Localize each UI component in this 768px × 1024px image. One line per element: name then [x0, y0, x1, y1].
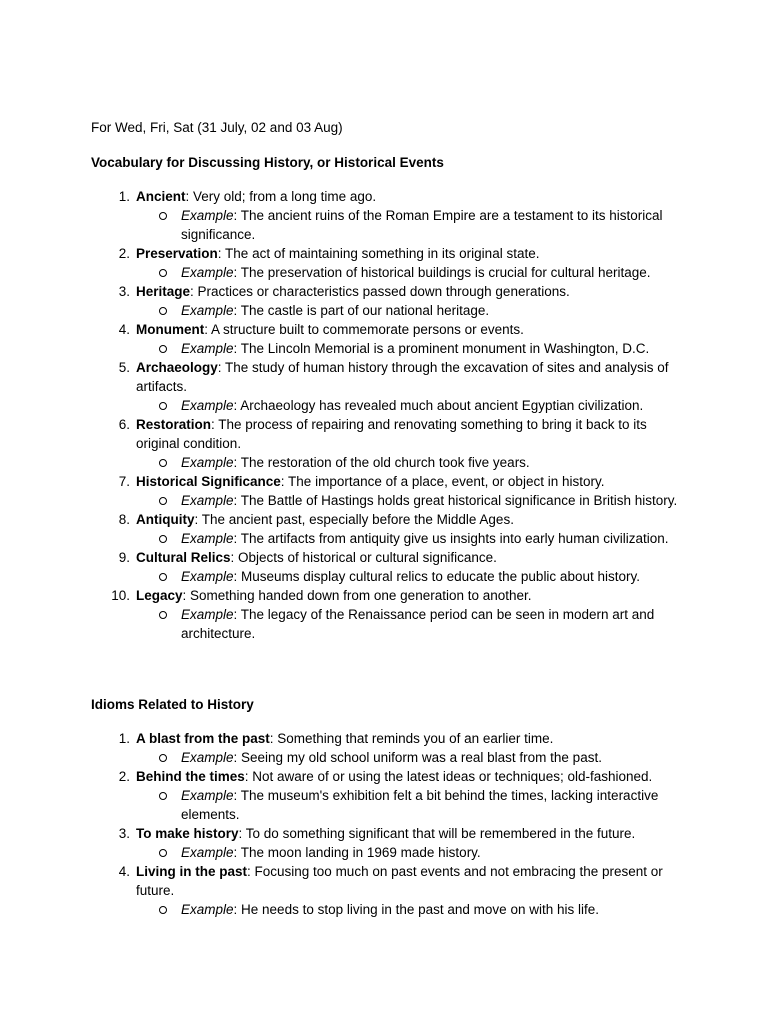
- hollow-bullet-icon: [159, 535, 167, 543]
- idiom-term: Living in the past: [136, 864, 248, 879]
- vocab-term-line: [0, 187, 768, 206]
- vocab-definition: : The ancient past, especially before the Middle Ages.: [194, 512, 514, 527]
- vocab-item: [0, 282, 768, 320]
- example-text: : Museums display cultural relics to educate the public about history.: [233, 569, 640, 584]
- item-number: 4.: [118, 322, 130, 337]
- vocab-term-line: [0, 415, 768, 453]
- vocab-item: [0, 244, 768, 282]
- idiom-item: [0, 862, 768, 919]
- vocab-item: [0, 415, 768, 472]
- example-text: : The restoration of the old church took five years.: [233, 455, 530, 470]
- item-number: 3.: [118, 284, 130, 299]
- example-text: : The Battle of Hastings holds great historical significance in British history.: [233, 493, 678, 508]
- vocab-term: Legacy: [136, 588, 183, 603]
- hollow-bullet-icon: [159, 792, 167, 800]
- item-number: 1.: [118, 731, 130, 746]
- idiom-definition: : To do something significant that will be remembered in the future.: [238, 826, 636, 841]
- idioms-heading: Idioms Related to History: [91, 697, 254, 712]
- item-number: 2.: [118, 246, 130, 261]
- vocab-term: Heritage: [136, 284, 191, 299]
- item-number: 8.: [118, 512, 130, 527]
- vocab-example: [0, 396, 768, 415]
- item-number: 5.: [118, 360, 130, 375]
- idiom-term-line: [0, 862, 768, 900]
- example-label: Example: [181, 398, 234, 413]
- idiom-example: [0, 843, 768, 862]
- example-label: Example: [181, 845, 234, 860]
- example-label: Example: [181, 569, 234, 584]
- vocab-term-line: [0, 244, 768, 263]
- example-label: Example: [181, 455, 234, 470]
- item-number: 6.: [118, 417, 130, 432]
- idiom-term: Behind the times: [136, 769, 245, 784]
- item-number: 10.: [111, 588, 130, 603]
- example-text: : The legacy of the Renaissance period can be seen in modern art and architecture.: [181, 607, 655, 641]
- vocab-example: [0, 206, 768, 244]
- example-label: Example: [181, 607, 234, 622]
- example-label: Example: [181, 303, 234, 318]
- example-label: Example: [181, 531, 234, 546]
- vocab-item: [0, 548, 768, 586]
- vocab-item: [0, 320, 768, 358]
- vocab-term: Ancient: [136, 189, 186, 204]
- example-text: : The moon landing in 1969 made history.: [233, 845, 481, 860]
- idiom-item: [0, 767, 768, 824]
- idiom-item: [0, 824, 768, 862]
- vocab-item: [0, 586, 768, 643]
- vocab-definition: : Very old; from a long time ago.: [185, 189, 377, 204]
- item-number: 9.: [118, 550, 130, 565]
- example-text: : Archaeology has revealed much about ancient Egyptian civilization.: [233, 398, 644, 413]
- vocab-definition: : The importance of a place, event, or object in history.: [280, 474, 605, 489]
- item-number: 2.: [118, 769, 130, 784]
- example-label: Example: [181, 902, 234, 917]
- idiom-definition: : Something that reminds you of an earlier time.: [269, 731, 554, 746]
- vocab-term: Archaeology: [136, 360, 218, 375]
- vocab-definition: : The process of repairing and renovating something to bring it back to its original condition.: [136, 417, 647, 451]
- idiom-example: [0, 900, 768, 919]
- hollow-bullet-icon: [159, 573, 167, 581]
- idiom-definition: : Focusing too much on past events and not embracing the present or future.: [136, 864, 663, 898]
- example-text: : The museum's exhibition felt a bit behind the times, lacking interactive elements.: [181, 788, 659, 822]
- vocab-heading: Vocabulary for Discussing History, or Historical Events: [91, 155, 444, 170]
- vocab-item: [0, 472, 768, 510]
- idiom-term: A blast from the past: [136, 731, 270, 746]
- vocab-example: [0, 301, 768, 320]
- example-label: Example: [181, 750, 234, 765]
- hollow-bullet-icon: [159, 497, 167, 505]
- example-label: Example: [181, 341, 234, 356]
- example-label: Example: [181, 788, 234, 803]
- example-text: : The Lincoln Memorial is a prominent monument in Washington, D.C.: [233, 341, 650, 356]
- vocab-definition: : The study of human history through the excavation of sites and analysis of artifacts.: [136, 360, 669, 394]
- vocab-term: Preservation: [136, 246, 218, 261]
- vocab-item: [0, 358, 768, 415]
- vocab-term-line: [0, 282, 768, 301]
- idiom-example: [0, 748, 768, 767]
- hollow-bullet-icon: [159, 307, 167, 315]
- example-label: Example: [181, 265, 234, 280]
- vocab-term: Cultural Relics: [136, 550, 231, 565]
- vocab-term-line: [0, 548, 768, 567]
- vocab-definition: : The act of maintaining something in its original state.: [217, 246, 540, 261]
- example-text: : He needs to stop living in the past and move on with his life.: [233, 902, 599, 917]
- vocab-term: Historical Significance: [136, 474, 281, 489]
- example-text: : Seeing my old school uniform was a real blast from the past.: [233, 750, 602, 765]
- vocab-definition: : Something handed down from one generation to another.: [182, 588, 532, 603]
- vocab-term-line: [0, 510, 768, 529]
- example-text: : The ancient ruins of the Roman Empire are a testament to its historical significance.: [181, 208, 663, 242]
- idioms-list: [0, 729, 768, 919]
- hollow-bullet-icon: [159, 212, 167, 220]
- idiom-definition: : Not aware of or using the latest ideas or techniques; old-fashioned.: [244, 769, 653, 784]
- example-text: : The preservation of historical buildings is crucial for cultural heritage.: [233, 265, 651, 280]
- hollow-bullet-icon: [159, 269, 167, 277]
- item-number: 1.: [118, 189, 130, 204]
- idiom-term-line: [0, 729, 768, 748]
- hollow-bullet-icon: [159, 611, 167, 619]
- hollow-bullet-icon: [159, 906, 167, 914]
- vocab-example: [0, 567, 768, 586]
- vocab-definition: : Practices or characteristics passed down through generations.: [190, 284, 570, 299]
- hollow-bullet-icon: [159, 345, 167, 353]
- vocab-example: [0, 339, 768, 358]
- example-text: : The artifacts from antiquity give us insights into early human civilization.: [233, 531, 669, 546]
- vocab-term: Monument: [136, 322, 205, 337]
- vocab-term-line: [0, 586, 768, 605]
- idiom-example: [0, 786, 768, 824]
- hollow-bullet-icon: [159, 459, 167, 467]
- vocab-item: [0, 510, 768, 548]
- vocab-term-line: [0, 320, 768, 339]
- date-line: For Wed, Fri, Sat (31 July, 02 and 03 Aug): [91, 120, 343, 135]
- vocab-example: [0, 529, 768, 548]
- vocab-item: [0, 187, 768, 244]
- hollow-bullet-icon: [159, 849, 167, 857]
- vocab-term: Restoration: [136, 417, 212, 432]
- item-number: 7.: [118, 474, 130, 489]
- item-number: 3.: [118, 826, 130, 841]
- example-label: Example: [181, 208, 234, 223]
- hollow-bullet-icon: [159, 754, 167, 762]
- vocab-definition: : A structure built to commemorate persons or events.: [204, 322, 524, 337]
- hollow-bullet-icon: [159, 402, 167, 410]
- idiom-item: [0, 729, 768, 767]
- item-number: 4.: [118, 864, 130, 879]
- vocab-list: [0, 187, 768, 643]
- vocab-definition: : Objects of historical or cultural significance.: [230, 550, 497, 565]
- idiom-term: To make history: [136, 826, 239, 841]
- vocab-term: Antiquity: [136, 512, 195, 527]
- idiom-term-line: [0, 767, 768, 786]
- vocab-term-line: [0, 472, 768, 491]
- example-label: Example: [181, 493, 234, 508]
- vocab-term-line: [0, 358, 768, 396]
- vocab-example: [0, 263, 768, 282]
- vocab-example: [0, 605, 768, 643]
- example-text: : The castle is part of our national heritage.: [233, 303, 490, 318]
- idiom-term-line: [0, 824, 768, 843]
- vocab-example: [0, 453, 768, 472]
- vocab-example: [0, 491, 768, 510]
